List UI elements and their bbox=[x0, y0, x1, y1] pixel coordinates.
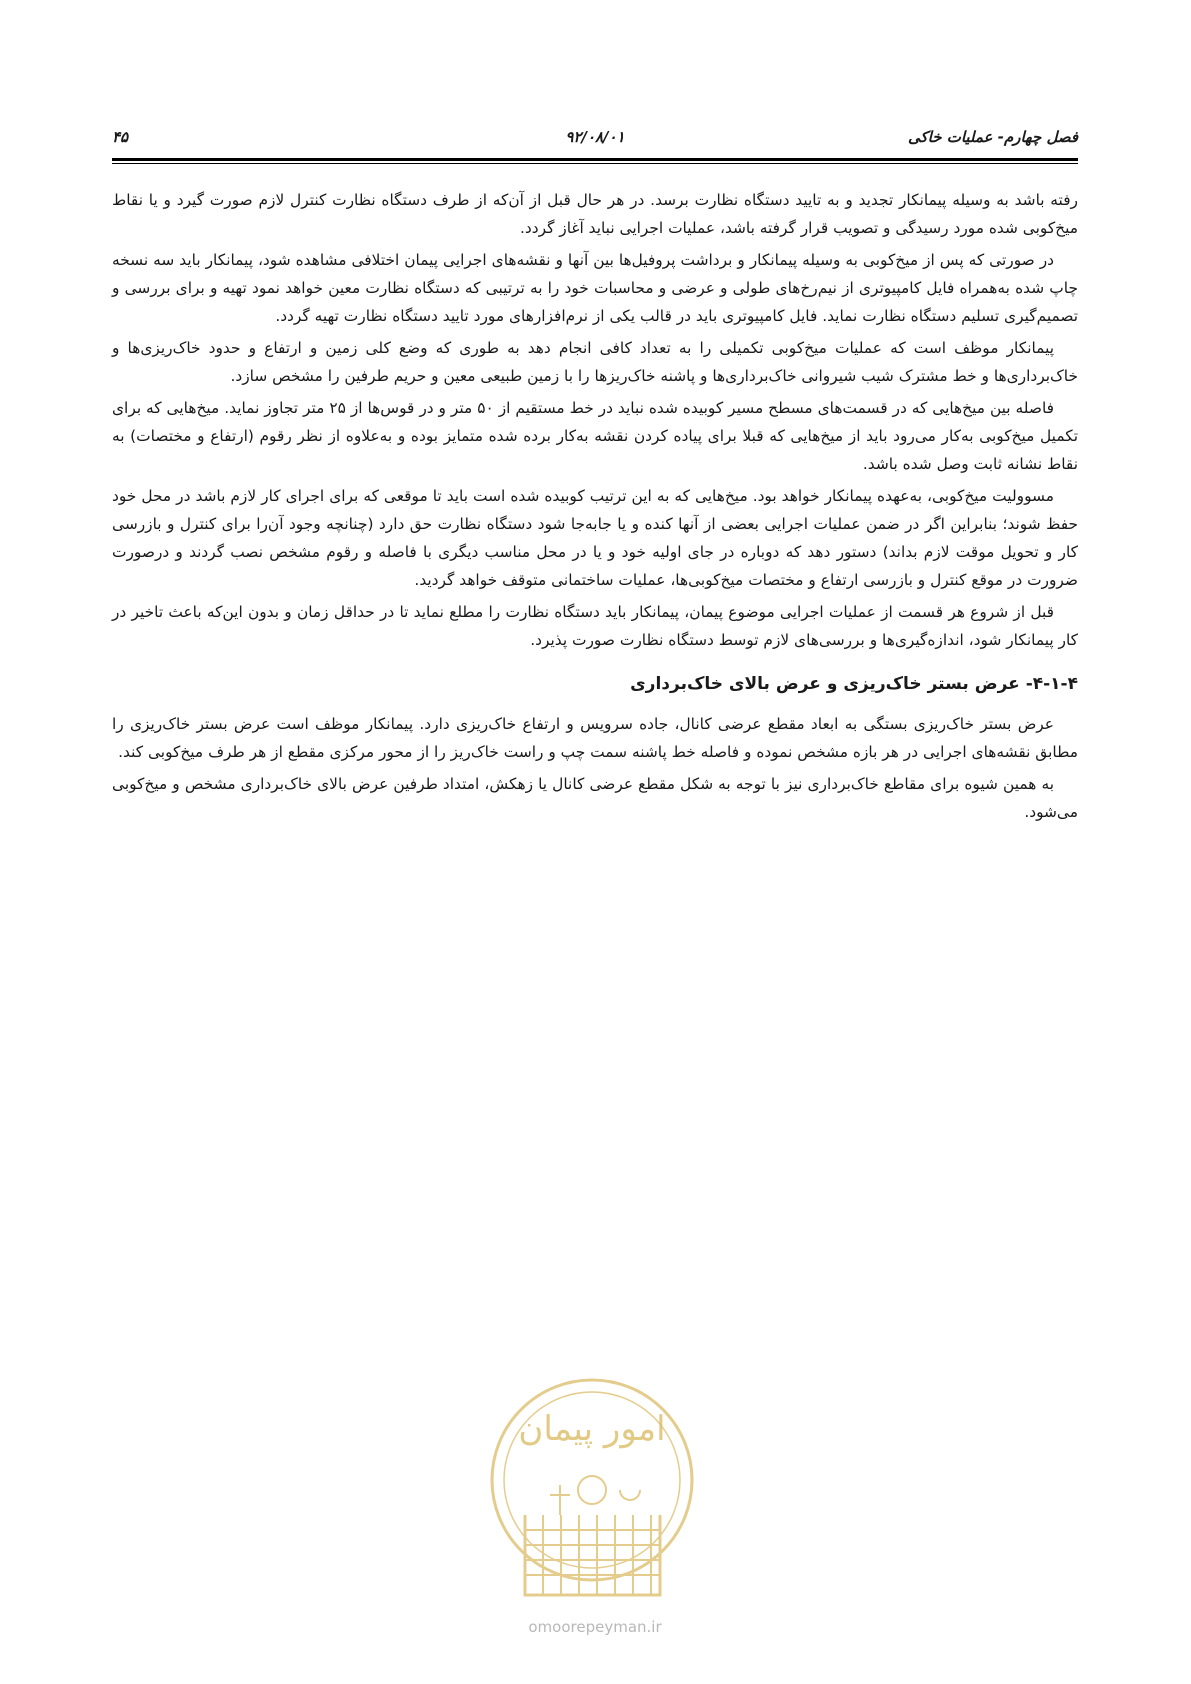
section-heading: ۴-۱-۴- عرض بستر خاک‌ریزی و عرض بالای خاک‌برداری bbox=[630, 674, 1078, 694]
paragraph: به همین شیوه برای مقاطع خاک‌برداری نیز با توجه به شکل مقطع عرضی کانال یا زهکش، امتداد طرفین عرض بالای خاک‌برداری مشخص و میخ‌کوبی می‌شود. bbox=[112, 775, 1078, 821]
page-header bbox=[112, 128, 1078, 154]
header-rule-thin bbox=[112, 163, 1078, 164]
chapter-title: فصل چهارم- عملیات خاکی bbox=[907, 128, 1078, 146]
paragraph: مسوولیت میخ‌کوبی، به‌عهده پیمانکار خواهد بود. میخ‌هایی که به این ترتیب کوبیده شده است باید تا موقعی که برای اجرای کار لازم باشد در محل خود حفظ شوند؛ بنابراین اگر در ضمن عملیات اجرایی بعضی از آنها کنده و یا جابه‌جا شود دستگاه نظارت حق دارد (چنانچه وجود آن‌را برای کنترل و بازرسی کار و تحویل موقت لازم بداند) دستور دهد که دوباره در جای اولیه خود و یا در محل مناسب دیگری با فاصله و رقوم مشخص نصب گردند و درصورت ضرورت در موقع کنترل و بازرسی ارتفاع و مختصات میخ‌کوبی‌ها، عملیات ساختمانی متوقف خواهد گردید. bbox=[112, 487, 1078, 589]
watermark-website: omoorepeyman.ir bbox=[528, 1618, 662, 1636]
paragraph: قبل از شروع هر قسمت از عملیات اجرایی موضوع پیمان، پیمانکار باید دستگاه نظارت را مطلع نماید تا در حداقل زمان و بدون این‌که باعث تاخیر در کار پیمانکار شود، اندازه‌گیری‌ها و بررسی‌های لازم توسط دستگاه نظارت صورت پذیرد. bbox=[112, 603, 1078, 649]
header-rule-thick bbox=[112, 158, 1078, 161]
paragraph: پیمانکار موظف است که عملیات میخ‌کوبی تکمیلی را به تعداد کافی انجام دهد به طوری که وضع کلی زمین و ارتفاع و حدود خاک‌ریزی‌ها و خاک‌برداری‌ها و خط مشترک شیب شیروانی خاک‌برداری‌ها و پاشنه خاک‌ریزها را با زمین طبیعی معین و حریم طرفین را مشخص سازد. bbox=[112, 339, 1078, 385]
paragraph: عرض بستر خاک‌ریزی بستگی به ابعاد مقطع عرضی کانال، جاده سرویس و ارتفاع خاک‌ریزی دارد. پیمانکار موظف است عرض بستر خاک‌ریزی را مطابق نقشه‌های اجرایی در هر بازه مشخص نموده و فاصله خط پاشنه سمت چپ و راست خاک‌ریز را از محور مرکزی مقطع از هر طرف میخ‌کوبی کند. bbox=[112, 715, 1078, 761]
body-text bbox=[112, 186, 1078, 830]
paragraph: فاصله بین میخ‌هایی که در قسمت‌های مسطح مسیر کوبیده شده نباید در خط مستقیم از ۵۰ متر و در قوس‌ها از ۲۵ متر تجاوز نماید. میخ‌هایی که برای تکمیل میخ‌کوبی به‌کار می‌رود باید از میخ‌هایی که قبلا برای پیاده کردن نقشه به‌کار برده شده متمایز بوده و به‌علاوه از نظر رقوم (ارتفاع و مختصات) به نقاط نشانه ثابت وصل شده باشد. bbox=[112, 399, 1078, 473]
paragraph: در صورتی که پس از میخ‌کوبی به وسیله پیمانکار و برداشت پروفیل‌ها بین آنها و نقشه‌های اجرایی پیمان اختلافی مشاهده شود، پیمانکار باید سه نسخه چاپ شده به‌همراه فایل کامپیوتری از نیم‌رخ‌های طولی و عرضی و محاسبات خود را به ترتیبی که دستگاه نظارت معین خواهد نمود تهیه و برای بررسی و تصمیم‌گیری تسلیم دستگاه نظارت نماید. فایل کامپیوتری باید در قالب یکی از نرم‌افزارهای مورد تایید دستگاه نظارت تهیه گردد. bbox=[112, 251, 1078, 325]
paragraph: رفته باشد به وسیله پیمانکار تجدید و به تایید دستگاه نظارت برسد. در هر حال قبل از آن‌که از طرف دستگاه نظارت کنترل لازم صورت گیرد و یا نقاط میخ‌کوبی شده مورد رسیدگی و تصویب قرار گرفته باشد، عملیات اجرایی نباید آغاز گردد. bbox=[112, 191, 1078, 237]
watermark-logo-icon bbox=[485, 1365, 700, 1620]
watermark-logo-text: امور پیمان bbox=[518, 1409, 666, 1449]
page-number: ۴۵ bbox=[112, 128, 129, 146]
header-date: ۹۲/۰۸/۰۱ bbox=[565, 128, 625, 146]
